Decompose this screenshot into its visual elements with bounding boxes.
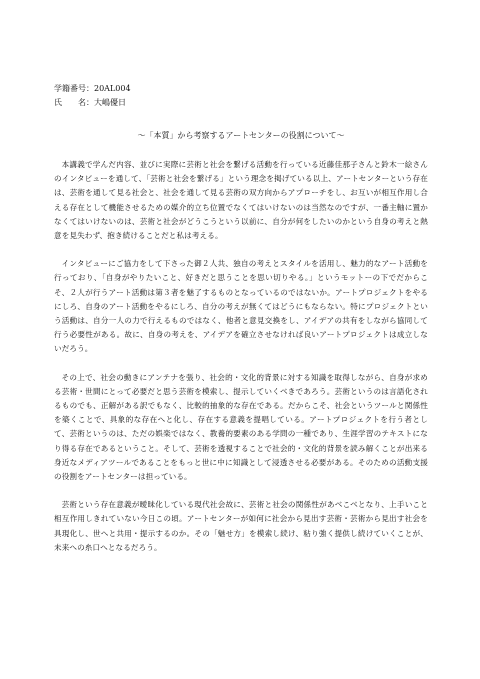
student-id-line [54,82,428,96]
document-title: 〜「本質」から考察するアートセンターの役割について〜 [137,131,345,140]
name-value: 大嶋優日 [94,98,126,107]
student-id-label: 学籍番号 [54,84,86,93]
paragraph-4: 芸術という存在意義が曖昧化している現代社会故に、芸術と社会の関係性があべこべとなり、上手いこと相互作用しきれていない今日この頃。アートセンターが如何に社会から見出す芸術・芸術から見出す社会を具現化し、世へと共用・提示するのか。その「魅せ方」を模索し続け、粘り強く提供し続けていくことが、未来への糸口へとなるだろう。 [54,500,428,552]
student-id-value: 20AL004 [94,84,131,93]
colon-separator: ： [86,98,94,107]
name-label: 氏 名 [54,98,86,107]
name-line [54,96,428,110]
colon-separator: ： [86,84,94,93]
paragraph-1: 本講義で学んだ内容、並びに実際に芸術と社会を繋げる活動を行っている近藤佳那子さんと鈴木一絵さんのインタビューを通して、「芸術と社会を繋げる」という理念を掲げている以上、アートセンターという存在は、芸術を通して見る社会と、社会を通して見る芸術の双方向からアプローチをし、お互いが相互作用し合える存在として機能させるための媒介的立ち位置でなくてはいけないのは当然なのですが、一番主軸に置かなくてはいけないのは、芸術と社会がどうこうという以前に、自分が何をしたいのかという自身の考えと熱意を見失わず、抱き続けることだと私は考える。 [54,160,428,241]
paragraph-3: その上で、社会の動きにアンテナを張り、社会的・文化的背景に対する知識を取得しながら、自身が求める芸術・世間にとって必要だと思う芸術を模索し、提示していくべきであろう。芸術というのは言語化されるものでも、正解がある訳でもなく、比較的抽象的な存在である。だからこそ、社会というツールと関係性を築くことで、具象的な存在へと化し、存在する意義を提唱している。アートプロジェクトを行う者として、芸術というのは、ただの娯楽ではなく、教養的要素のある学問の一種であり、生涯学習のテキストになり得る存在であるということ。そして、芸術を透視することで社会的・文化的背景を読み解くことが出来る身近なメディアツールであることをもっと世に中に知識として浸透させる必要がある。そのための活動支援の役割をアートセンターは担っている。 [54,372,428,482]
paragraph-2: インタビューにご協力をして下さった御２人共、独自の考えとスタイルを活用し、魅力的なアート活動を行っており、「自身がやりたいこと、好きだと思うことを思い切りやる。」というモットーの下でだからこそ、２人が行うアート活動は第３者を魅了するものとなっているのではないか。アートプロジェクトをやるにしろ、自身のアート活動をやるにしろ、自分の考えが無くてはどうにもならない。特にプロジェクトという活動は、自分一人の力で行えるものではなく、他者と意見交換をし、アイデアの共有をしながら協同して行う必要性がある。故に、自身の考えを、アイデアを確立させなければ良いアートプロジェクトは成立しないだろう。 [54,259,428,354]
